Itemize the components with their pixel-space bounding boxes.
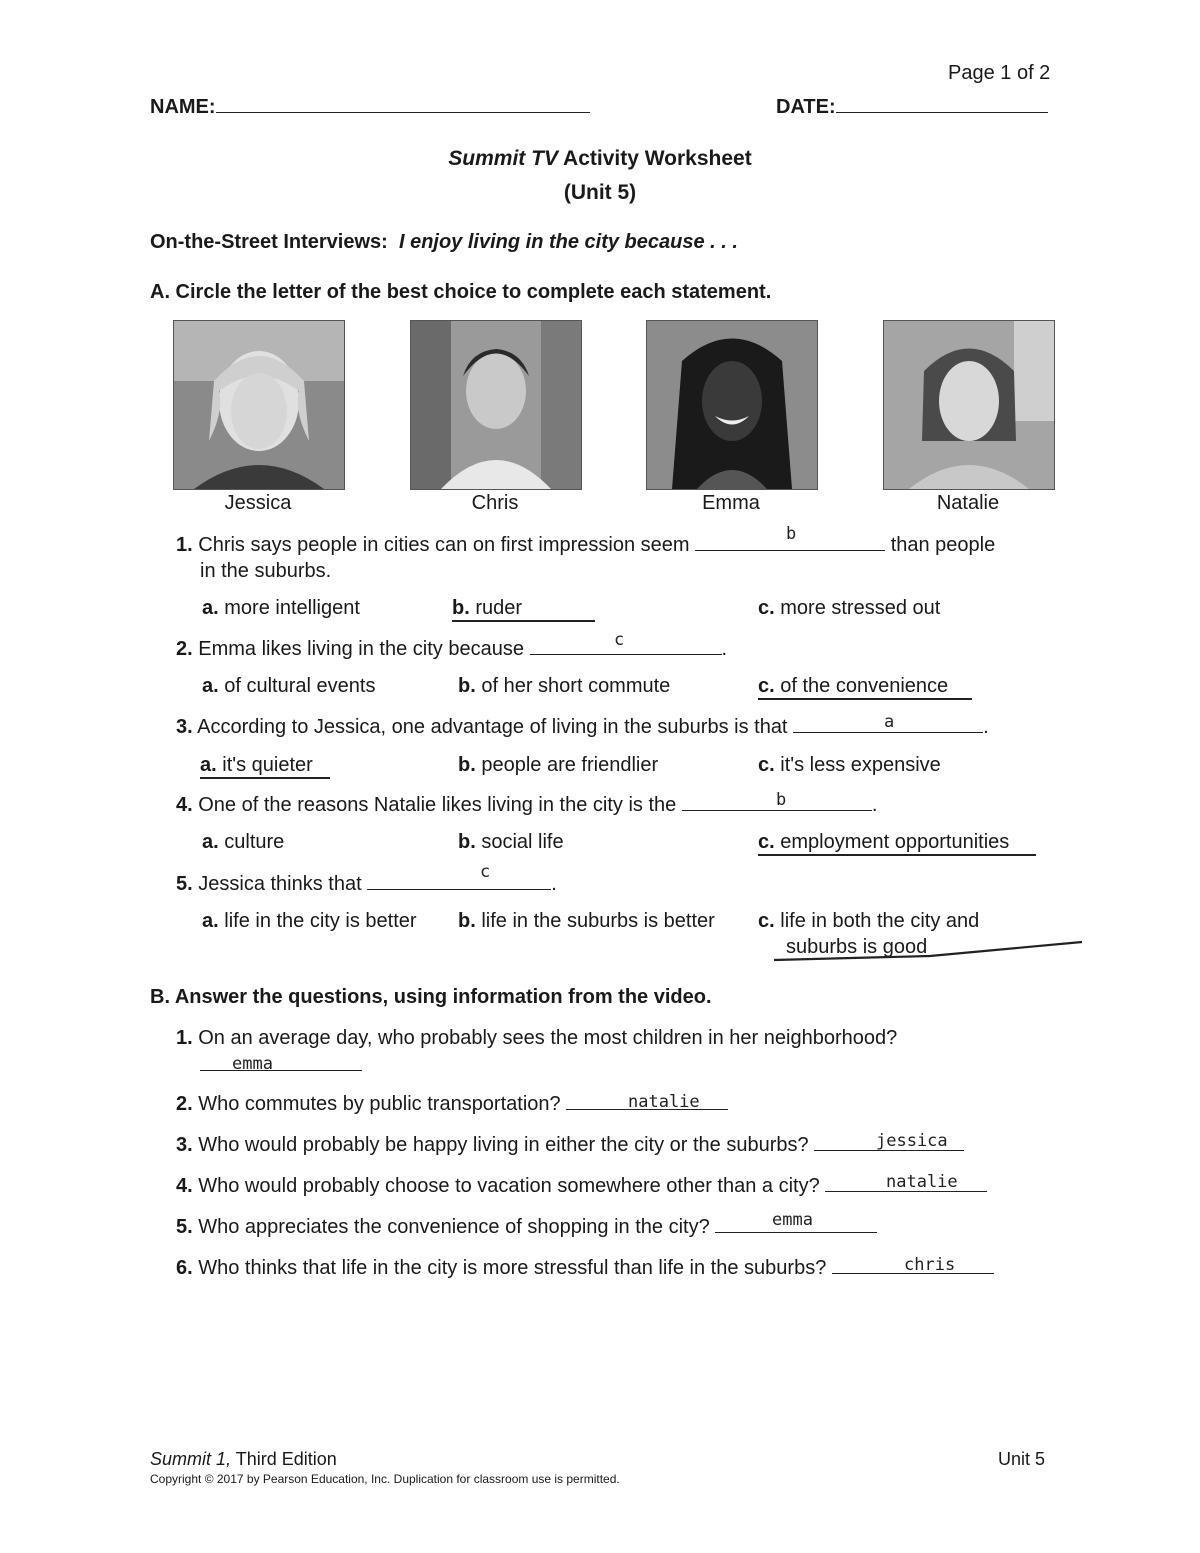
answer-b1-line[interactable] [200, 1050, 362, 1071]
name-jessica: Jessica [224, 492, 292, 514]
portrait-natalie-image [884, 321, 1054, 489]
subtitle: On-the-Street Interviews: I enjoy living in the city because . . . [150, 231, 738, 253]
portrait-jessica-image [174, 321, 344, 489]
question-b6[interactable]: 6. Who thinks that life in the city is more stressful than life in the suburbs? [176, 1257, 994, 1280]
option-a3-a[interactable]: a. it's quieter [200, 754, 330, 779]
option-a4-b[interactable]: b. social life [458, 831, 564, 853]
portrait-emma-image [647, 321, 817, 489]
footer-copyright: Copyright © 2017 by Pearson Education, Inc. Duplication for classroom use is permitted. [150, 1472, 620, 1486]
section-b-heading: B. Answer the questions, using information from the video. [150, 986, 712, 1008]
option-a1-c[interactable]: c. more stressed out [758, 597, 941, 619]
answer-a3: a [884, 712, 895, 732]
question-b1: 1. On an average day, who probably sees the most children in her neighborhood? [176, 1027, 898, 1049]
answer-a2: c [614, 630, 625, 650]
answer-a4: b [776, 790, 787, 810]
question-b2[interactable]: 2. Who commutes by public transportation? [176, 1093, 728, 1116]
answer-b3: jessica [876, 1131, 948, 1151]
question-a2: 2. Emma likes living in the city because . [176, 638, 728, 660]
question-b4[interactable]: 4. Who would probably choose to vacation somewhere other than a city? [176, 1175, 987, 1198]
answer-a5: c [480, 862, 491, 882]
name-label: NAME: [150, 96, 216, 118]
question-a5: 5. Jessica thinks that . [176, 873, 557, 895]
photo-chris [410, 320, 582, 490]
option-a5-c-cont: suburbs is good [786, 936, 928, 958]
footer-book: Summit 1, Third Edition [150, 1449, 337, 1469]
option-a2-b[interactable]: b. of her short commute [458, 675, 671, 697]
option-a3-b[interactable]: b. people are friendlier [458, 754, 659, 776]
portrait-chris-image [411, 321, 581, 489]
photo-emma [646, 320, 818, 490]
circle-mark-a5 [770, 936, 1090, 966]
name-emma: Emma [702, 492, 760, 514]
option-a2-a[interactable]: a. of cultural events [202, 675, 376, 697]
option-a5-b[interactable]: b. life in the suburbs is better [458, 910, 715, 932]
question-a1-cont: in the suburbs. [200, 560, 332, 582]
option-a2-c[interactable]: c. of the convenience [758, 675, 972, 700]
answer-b2: natalie [628, 1092, 700, 1112]
photo-natalie [883, 320, 1055, 490]
worksheet-unit: (Unit 5) [563, 181, 637, 204]
page-number: Page 1 of 2 [948, 62, 1051, 84]
answer-b5: emma [772, 1210, 813, 1230]
footer-unit: Unit 5 [998, 1449, 1046, 1469]
date-label: DATE: [776, 96, 836, 118]
option-a4-c[interactable]: c. employment opportunities [758, 831, 1036, 856]
section-a-heading: A. Circle the letter of the best choice to complete each statement. [150, 281, 772, 303]
option-a1-a[interactable]: a. more intelligent [202, 597, 360, 619]
name-field[interactable] [150, 96, 590, 119]
name-chris: Chris [471, 492, 519, 514]
option-a4-a[interactable]: a. culture [202, 831, 285, 853]
photo-jessica [173, 320, 345, 490]
worksheet-title: Summit TV Activity Worksheet [448, 147, 752, 170]
date-field[interactable] [776, 96, 1048, 119]
option-a5-c[interactable]: c. life in both the city and [758, 910, 980, 932]
question-a3: 3. According to Jessica, one advantage of living in the suburbs is that . [176, 716, 989, 738]
answer-b6: chris [904, 1255, 956, 1275]
answer-b4: natalie [886, 1172, 958, 1192]
answer-a1: b [786, 524, 797, 544]
option-a3-c[interactable]: c. it's less expensive [758, 754, 941, 776]
answer-b1: emma [232, 1054, 273, 1074]
question-b5[interactable]: 5. Who appreciates the convenience of shopping in the city? [176, 1216, 877, 1239]
name-natalie: Natalie [936, 492, 1000, 514]
option-a1-b[interactable]: b. ruder [452, 597, 595, 622]
option-a5-a[interactable]: a. life in the city is better [202, 910, 417, 932]
question-b3[interactable]: 3. Who would probably be happy living in either the city or the suburbs? [176, 1134, 964, 1157]
question-a1: 1. Chris says people in cities can on first impression seem than people [176, 534, 996, 556]
question-a4: 4. One of the reasons Natalie likes living in the city is the . [176, 794, 878, 816]
